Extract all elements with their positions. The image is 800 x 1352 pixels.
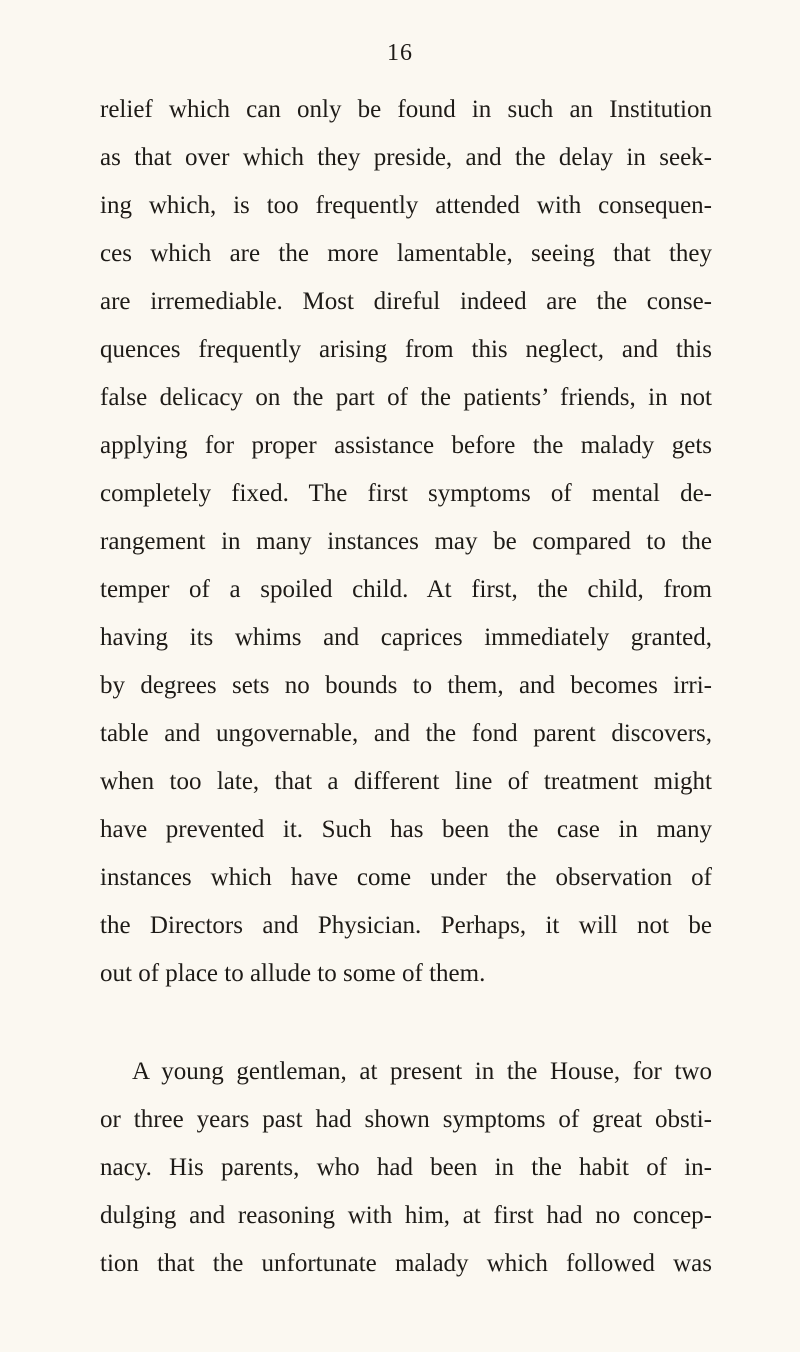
text-line: table and ungovernable, and the fond parent discovers,: [100, 720, 712, 747]
text-line: have prevented it. Such has been the case in many: [100, 816, 712, 843]
paragraph-spacer: [100, 998, 712, 1048]
text-line: or three years past had shown symptoms of great obsti-: [100, 1106, 712, 1133]
paragraph-2: [100, 1048, 712, 1288]
paragraph-1: [100, 86, 712, 998]
body-text: [100, 86, 712, 1288]
text-line: when too late, that a different line of treatment might: [100, 768, 712, 795]
text-line: temper of a spoiled child. At first, the child, from: [100, 576, 712, 603]
text-line: dulging and reasoning with him, at first had no concep-: [100, 1202, 712, 1229]
page-number: 16: [387, 40, 413, 66]
text-line: A young gentleman, at present in the House, for two: [132, 1058, 712, 1085]
text-line: quences frequently arising from this neglect, and this: [100, 336, 712, 363]
text-line: ing which, is too frequently attended with consequen-: [100, 192, 712, 219]
text-line: false delicacy on the part of the patients’ friends, in not: [100, 384, 712, 411]
text-line: by degrees sets no bounds to them, and becomes irri-: [100, 672, 712, 699]
text-line: instances which have come under the observation of: [100, 864, 712, 891]
text-line: completely fixed. The first symptoms of mental de-: [100, 480, 712, 507]
text-line: out of place to allude to some of them.: [100, 960, 486, 987]
text-line: ces which are the more lamentable, seeing that they: [100, 240, 712, 267]
text-line: the Directors and Physician. Perhaps, it will not be: [100, 912, 712, 939]
text-line: rangement in many instances may be compared to the: [100, 528, 712, 555]
text-line: having its whims and caprices immediately granted,: [100, 624, 712, 651]
text-line: are irremediable. Most direful indeed are the conse-: [100, 288, 712, 315]
text-line: applying for proper assistance before the malady gets: [100, 432, 712, 459]
text-line: relief which can only be found in such an Institution: [100, 96, 712, 123]
text-line: tion that the unfortunate malady which followed was: [100, 1250, 712, 1277]
text-line: as that over which they preside, and the delay in seek-: [100, 144, 712, 171]
text-line: nacy. His parents, who had been in the habit of in-: [100, 1154, 712, 1181]
